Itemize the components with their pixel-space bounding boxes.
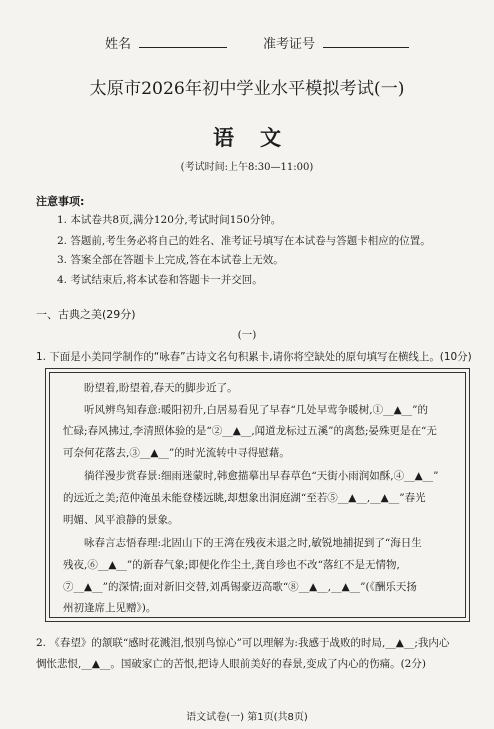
question-2-line: 惆怅悲恨,__▲__。国破家亡的苦恨,把诗人眼前美好的春景,变成了内心的伤痛。(2分) <box>36 658 426 670</box>
notice-item: 2. 答题前,考生务必将自己的姓名、准考证号填写在本试卷与答题卡相应的位置。 <box>57 235 431 247</box>
exam-number-field <box>263 33 409 52</box>
page-footer: 语文试卷(一) 第1页(共8页) <box>186 712 308 723</box>
exam-number-label: 准考证号 <box>263 37 316 52</box>
section-heading: 一、古典之美(29分) <box>36 308 136 321</box>
notice-heading: 注意事项: <box>36 195 85 208</box>
card-line: 听风辨鸟知春意:暖阳初升,白居易看见了早春“几处早莺争暖树,①__▲__”的 <box>84 404 429 416</box>
exam-time: (考试时间:上午8:30—11:00) <box>180 162 314 173</box>
notice-item: 3. 答案全部在答题卡上完成,答在本试卷上无效。 <box>57 254 284 266</box>
card-line: 徜徉漫步赏春景:细雨迷蒙时,韩愈描摹出早春草色“天街小雨润如酥,④__▲__” <box>84 470 439 482</box>
card-line: 盼望着,盼望着,春天的脚步近了。 <box>84 382 238 394</box>
notice-item: 4. 考试结束后,将本试卷和答题卡一并交回。 <box>57 274 263 286</box>
part-heading: (一) <box>237 329 257 341</box>
card-line: 州初逢席上见赠》)。 <box>63 602 157 614</box>
card-line: 明媚、风平浪静的景象。 <box>63 514 179 526</box>
card-line: 残夜,⑥__▲__”的新春气象;即便化作尘土,龚自珍也不改“落红不是无情物, <box>63 559 400 571</box>
question-1: 1. 下面是小美同学制作的“咏春”古诗文名句积累卡,请你将空缺处的原句填写在横线上。(10分) <box>36 351 472 363</box>
exam-title: 太原市2026年初中学业水平模拟考试(一) <box>89 79 405 99</box>
card-line: 可奈何花落去,③__▲__”的时光流转中寻得慰藉。 <box>63 447 290 459</box>
card-line: 咏春言志悟春理:北固山下的王湾在残夜未退之时,敏锐地捕捉到了“海日生 <box>84 537 422 549</box>
exam-number-blank[interactable] <box>323 36 409 48</box>
name-blank[interactable] <box>139 36 227 48</box>
card-line: ⑦__▲__”的深情;面对新旧交替,刘禹锡豪迈高歌“⑧__▲__,__▲__”(《酬乐天扬 <box>63 581 417 593</box>
subject-title: 语文 <box>212 125 308 150</box>
name-label: 姓名 <box>105 37 132 52</box>
question-2-line: 2. 《春望》的颔联“感时花溅泪,恨别鸟惊心”可以理解为:我感于战败的时局,__▲__;我内心 <box>36 637 450 649</box>
name-field <box>105 33 227 52</box>
notice-item: 1. 本试卷共8页,满分120分,考试时间150分钟。 <box>57 214 282 226</box>
card-line: 忙碌;春风拂过,李清照体验的是“②__▲__,闻道龙标过五溪”的离愁;晏殊更是在“无 <box>63 425 437 437</box>
card-line: 的远近之美;范仲淹虽未能登楼远眺,却想象出洞庭湖“至若⑤__▲__,__▲__”春光 <box>63 492 426 504</box>
